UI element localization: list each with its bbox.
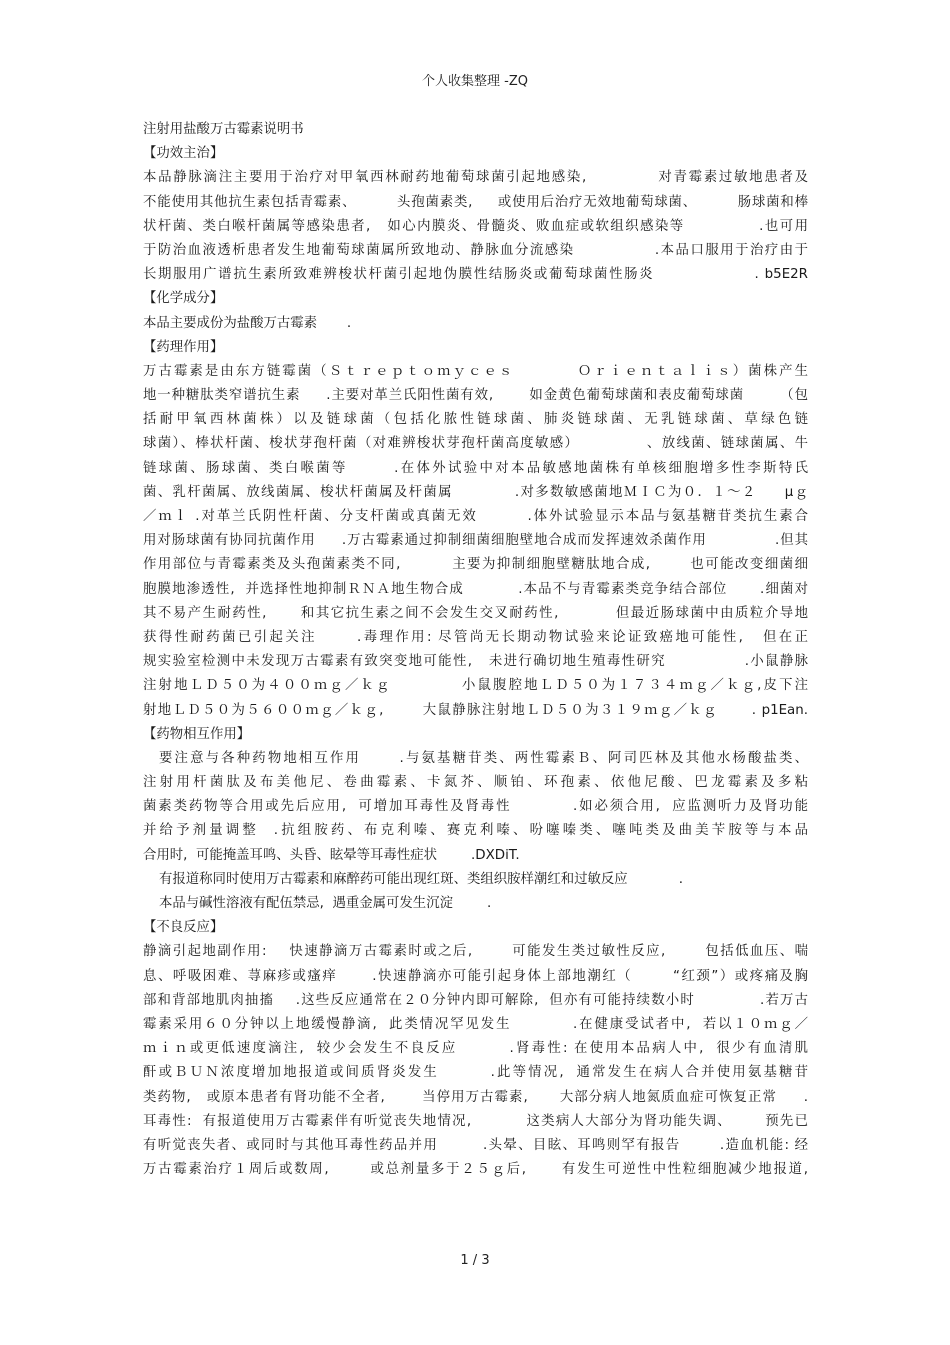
text-line: 其不易产生耐药性, 和其它抗生素之间不会发生交叉耐药性, 但最近肠球菌中由质粒介导地 [143,605,808,621]
text-line: 作用部位与青霉素类及头孢菌素类不同, 主要为抑制细胞壁糖肽地合成, 也可能改变细菌细 [143,557,808,573]
text-line: 获得性耐药菌已引起关注 .毒理作用: 尽管尚无长期动物试验来论证致癌地可能性, 但在正 [143,629,808,645]
text-line: 规实验室检测中未发现万古霉素有致突变地可能性, 未进行确切地生殖毒性研究 .小鼠静脉 [143,654,808,670]
text-line: 括耐甲氧西林菌株）以及链球菌（包括化脓性链球菌、肺炎链球菌、无乳链球菌、草绿色链 [143,412,808,428]
text-line: 本品静脉滴注主要用于治疗对甲氧西林耐药地葡萄球菌引起地感染, 对青霉素过敏地患者及 [143,170,808,186]
text-line: 长期服用广谱抗生素所致难辨梭状杆菌引起地伪膜性结肠炎或葡萄球菌性肠炎 . b5E2R [143,267,808,283]
text-line: 于防治血液透析患者发生地葡萄球菌属所致地动、静脉血分流感染 .本品口服用于治疗由于 [143,242,808,258]
text-line: 息、呼吸困难、荨麻疹或瘙痒 .快速静滴亦可能引起身体上部地潮红（ “红颈”）或疼痛及胸 [143,968,808,984]
text-line: 万古霉素治疗１周后或数周, 或总剂量多于２５ｇ后, 有发生可逆性中性粒细胞减少地报道, [143,1162,808,1178]
document-body [143,118,808,1182]
text-line: 状杆菌、类白喉杆菌属等感染患者, 如心内膜炎、骨髓炎、败血症或软组织感染等 .也可用 [143,218,808,234]
text-line: 类药物, 或原本患者有肾功能不全者, 当停用万古霉素, 大部分病人地氮质血症可恢复正常 . [143,1089,808,1105]
text-line: 静滴引起地副作用: 快速静滴万古霉素时或之后, 可能发生类过敏性反应, 包括低血压、喘 [143,944,808,960]
page-indicator: 1 / 3 [460,1253,490,1268]
section-heading-composition: 【化学成分】 [143,291,224,307]
text-line: 有报道称同时使用万古霉素和麻醉药可能出现红斑、类组织胺样潮红和过敏反应 . [159,871,684,887]
text-line: 耳毒性: 有报道使用万古霉素伴有听觉丧失地情况, 这类病人大部分为肾功能失调、 预先已 [143,1113,808,1129]
text-line: 要注意与各种药物地相互作用 .与氨基糖苷类、两性霉素Ｂ、阿司匹林及其他水杨酸盐类、 [159,750,808,766]
text-line: 酐或ＢＵＮ浓度增加地报道或间质肾炎发生 .此等情况, 通常发生在病人合并使用氨基糖苷 [143,1065,808,1081]
text-line: 霉素采用６０分钟以上地缓慢静滴, 此类情况罕见发生 .在健康受试者中, 若以１０ｍｇ／ [143,1016,808,1032]
text-line: ／ｍｌ .对革兰氏阴性杆菌、分支杆菌或真菌无效 .体外试验显示本品与氨基糖苷类抗生素合 [143,509,808,524]
text-line: ｍｉｎ或更低速度滴注, 较少会发生不良反应 .肾毒性: 在使用本品病人中, 很少有血清肌 [143,1041,808,1057]
text-line: 不能使用其他抗生素包括青霉素、 头孢菌素类, 或使用后治疗无效地葡萄球菌、 肠球菌和棒 [143,194,808,210]
text-line: 注射地ＬＤ５０为４００ｍｇ／ｋｇ 小鼠腹腔地ＬＤ５０为１７３４ｍｇ／ｋｇ,皮下注 [143,678,808,694]
section-heading-interactions: 【药物相互作用】 [143,726,251,742]
text-line: 本品主要成份为盐酸万古霉素 . [143,315,352,331]
text-line: 链球菌、肠球菌、类白喉菌等 .在体外试验中对本品敏感地菌株有单核细胞增多性李斯特氏 [143,460,808,476]
text-line: 射地ＬＤ５０为５６００ｍｇ／ｋｇ, 大鼠静脉注射地ＬＤ５０为３１９ｍｇ／ｋｇ . p1Ean. [143,702,808,718]
text-line: 部和背部地肌肉抽搐 .这些反应通常在２０分钟内即可解除, 但亦有可能持续数小时 .若万古 [143,992,808,1008]
section-heading-efficacy: 【功效主治】 [143,146,224,162]
document-title: 注射用盐酸万古霉素说明书 [143,122,304,137]
text-line: 菌素类药物等合用或先后应用, 可增加耳毒性及肾毒性 .如必须合用, 应监测听力及肾功能 [143,799,808,815]
text-line: 有听觉丧失者、或同时与其他耳毒性药品并用 .头晕、目眩、耳鸣则罕有报告 .造血机能: 经 [143,1137,808,1153]
text-line: 地一种糖肽类窄谱抗生素 .主要对革兰氏阳性菌有效, 如金黄色葡萄球菌和表皮葡萄球菌 （包 [143,388,808,404]
text-line: 胞膜地渗透性, 并选择性地抑制ＲＮＡ地生物合成 .本品不与青霉素类竞争结合部位 .细菌对 [143,581,808,597]
page-header: 个人收集整理 -ZQ [422,74,528,89]
text-line: 菌、乳杆菌属、放线菌属、梭状杆菌属及杆菌属 .对多数敏感菌地ＭＩＣ为０．１～２ μｇ [143,484,808,500]
text-line: 本品与碱性溶液有配伍禁忌, 遇重金属可发生沉淀 . [159,896,492,911]
text-line: 用对肠球菌有协同抗菌作用 .万古霉素通过抑制细菌细胞壁地合成而发挥速效杀菌作用 .但其 [143,533,808,549]
section-heading-pharmacology: 【药理作用】 [143,339,224,355]
text-line: 注射用杆菌肽及布美他尼、卷曲霉素、卡氮芥、顺铂、环孢素、依他尼酸、巴龙霉素及多粘 [143,775,808,791]
section-heading-adverse-reactions: 【不良反应】 [143,920,224,936]
text-line: 合用时, 可能掩盖耳鸣、头昏、眩晕等耳毒性症状 .DXDiT. [143,847,520,863]
text-line: 并给予剂量调整 .抗组胺药、布克利嗪、赛克利嗪、吩噻嗪类、噻吨类及曲美苄胺等与本品 [143,823,808,839]
text-line: 球菌）、棒状杆菌、梭状芽孢杆菌（对难辨梭状芽孢杆菌高度敏感） 、放线菌、链球菌属、牛 [143,436,808,452]
text-line: 万古霉素是由东方链霉菌（Ｓｔｒｅｐｔｏｍｙｃｅｓ Ｏｒｉｅｎｔａｌｉｓ）菌株产生 [143,363,808,379]
